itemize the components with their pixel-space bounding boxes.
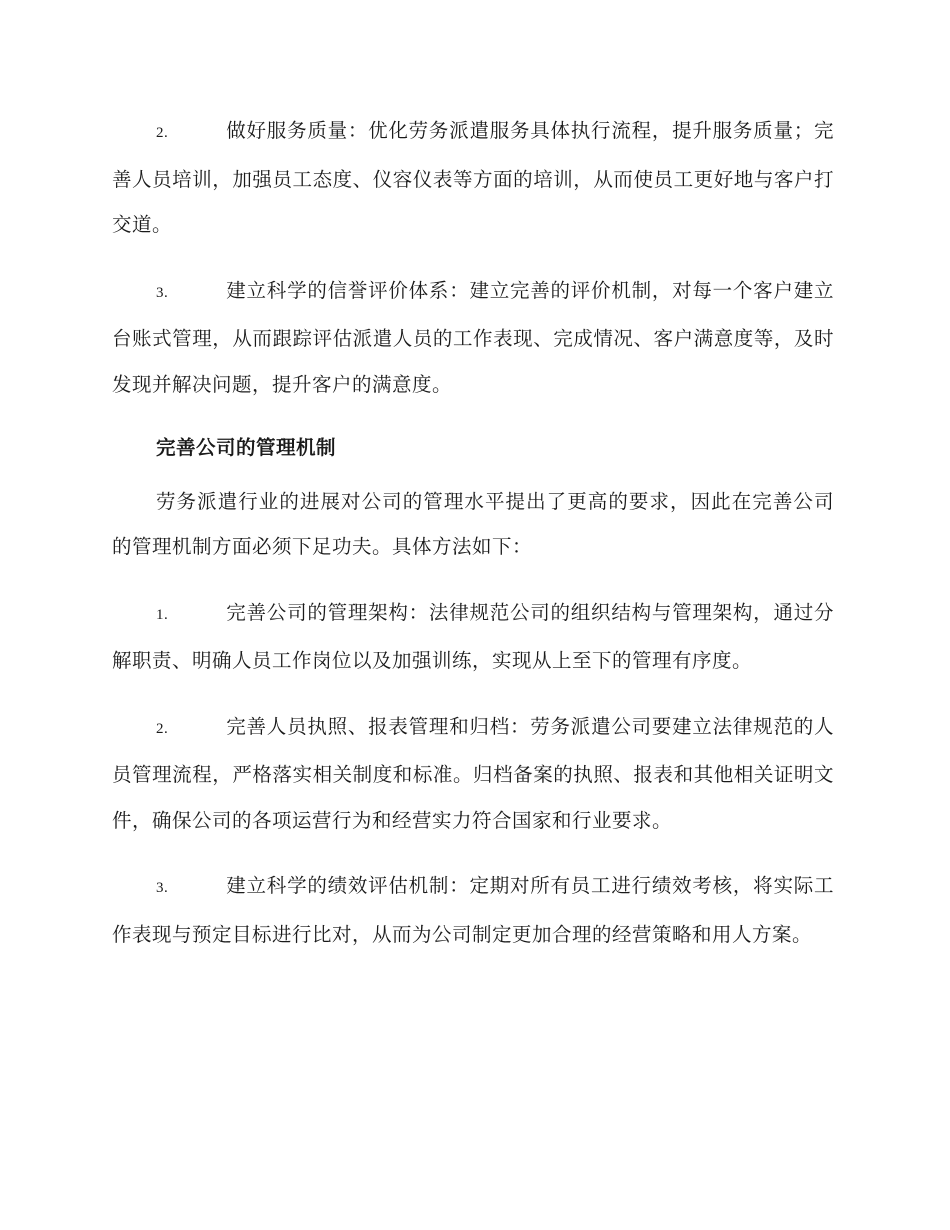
list-item-number: 3. xyxy=(156,284,169,301)
list-item xyxy=(112,704,834,844)
list-item xyxy=(112,108,834,248)
list-item-text: 完善人员执照、报表管理和归档：劳务派遣公司要建立法律规范的人员管理流程，严格落实相关制度和标准。归档备案的执照、报表和其他相关证明文件，确保公司的各项运营行为和经营实力符合国家和行业要求。 xyxy=(112,714,834,832)
document-body xyxy=(112,108,834,977)
list-item-number: 3. xyxy=(156,880,169,896)
list-item-text: 建立科学的绩效评估机制：定期对所有员工进行绩效考核，将实际工作表现与预定目标进行比对，从而为公司制定更加合理的经营策略和用人方案。 xyxy=(112,874,834,946)
list-item-number: 2. xyxy=(156,720,169,737)
list-item-text: 做好服务质量：优化劳务派遣服务具体执行流程，提升服务质量；完善人员培训，加强员工态度、仪容仪表等方面的培训，从而使员工更好地与客户打交道。 xyxy=(112,119,834,236)
list-item-text: 建立科学的信誉评价体系：建立完善的评价机制，对每一个客户建立台账式管理，从而跟踪评估派遣人员的工作表现、完成情况、客户满意度等，及时发现并解决问题，提升客户的满意度。 xyxy=(112,278,834,396)
list-item-number: 1. xyxy=(156,606,169,623)
list-item xyxy=(112,863,834,957)
section-heading: 完善公司的管理机制 xyxy=(156,436,337,459)
list-item xyxy=(112,590,834,684)
list-item-text: 完善公司的管理架构：法律规范公司的组织结构与管理架构，通过分解职责、明确人员工作岗位以及加强训练，实现从上至下的管理有序度。 xyxy=(112,600,834,672)
list-item-number: 2. xyxy=(156,125,169,141)
list-item xyxy=(112,268,834,408)
intro-paragraph: 劳务派遣行业的进展对公司的管理水平提出了更高的要求，因此在完善公司的管理机制方面必须下足功夫。具体方法如下： xyxy=(112,489,834,558)
